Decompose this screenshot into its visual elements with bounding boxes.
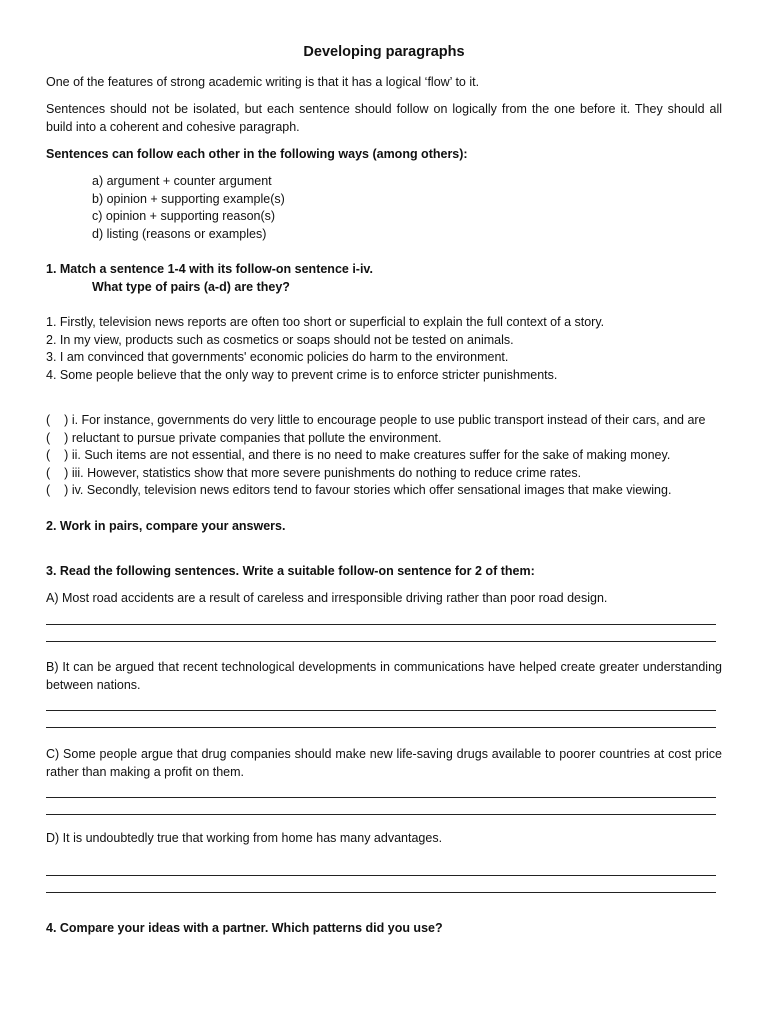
paren-open: ( (46, 430, 51, 445)
answer-line[interactable] (46, 814, 716, 815)
followon-text: ii. Such items are not essential, and there is no need to make creatures suffer for the sake of making money. (71, 448, 671, 462)
answer-line[interactable] (46, 797, 716, 798)
followon-sentences (46, 412, 706, 500)
prompt-a: A) Most road accidents are a result of careless and irresponsible driving rather than poor road design. (46, 591, 608, 605)
followon-row (46, 447, 706, 465)
paren-close: ) (64, 465, 69, 480)
question-1-subheading: What type of pairs (a-d) are they? (92, 280, 290, 294)
paren-close: ) (64, 448, 69, 462)
intro-paragraph-2: Sentences should not be isolated, but each sentence should follow on logically from the one before it. They should all build into a coherent and cohesive paragraph. (46, 102, 722, 134)
followon-row (46, 430, 706, 448)
paren-open: ( (46, 465, 51, 480)
question-4-heading: 4. Compare your ideas with a partner. Which patterns did you use? (46, 921, 443, 935)
ways-item: b) opinion + supporting example(s) (92, 191, 285, 206)
ways-item: a) argument + counter argument (92, 174, 272, 188)
followon-row (46, 482, 706, 500)
question-3-heading: 3. Read the following sentences. Write a suitable follow-on sentence for 2 of them: (46, 564, 535, 578)
answer-line[interactable] (46, 624, 716, 625)
answer-line[interactable] (46, 710, 716, 711)
ways-item: d) listing (reasons or examples) (92, 226, 267, 241)
numbered-sentences (46, 314, 604, 384)
followon-row (46, 412, 706, 430)
followon-text: i. For instance, governments do very little to encourage people to use public transport instead of their cars, and are (71, 413, 706, 427)
paren-open: ( (46, 448, 51, 462)
paren-open: ( (46, 483, 51, 497)
question-2-heading: 2. Work in pairs, compare your answers. (46, 519, 286, 533)
paren-close: ) (64, 430, 69, 445)
prompt-d: D) It is undoubtedly true that working from home has many advantages. (46, 831, 443, 845)
prompt-b: B) It can be argued that recent technological developments in communications have helped create greater understanding between nations. (46, 660, 722, 692)
prompt-c: C) Some people argue that drug companies should make new life-saving drugs available to poorer countries at cost price rather than making a profit on them. (46, 747, 722, 779)
followon-text: reluctant to pursue private companies that pollute the environment. (71, 430, 442, 445)
ways-heading: Sentences can follow each other in the following ways (among others): (46, 147, 468, 161)
paren-open: ( (46, 413, 51, 427)
followon-row (46, 465, 706, 483)
answer-line[interactable] (46, 641, 716, 642)
ways-list (92, 173, 285, 243)
numbered-sentence: 4. Some people believe that the only way to prevent crime is to enforce stricter punishments. (46, 367, 558, 382)
paren-close: ) (64, 483, 69, 497)
page-title: Developing paragraphs (303, 44, 465, 60)
intro-paragraph-1: One of the features of strong academic writing is that it has a logical ‘flow’ to it. (46, 75, 480, 89)
answer-line[interactable] (46, 892, 716, 893)
ways-item: c) opinion + supporting reason(s) (92, 209, 276, 223)
numbered-sentence: 1. Firstly, television news reports are often too short or superficial to explain the full context of a story. (46, 315, 605, 329)
question-1-heading: 1. Match a sentence 1-4 with its follow-on sentence i-iv. (46, 262, 373, 276)
followon-text: iv. Secondly, television news editors tend to favour stories which offer sensational images that make viewing. (71, 483, 672, 497)
paren-close: ) (64, 413, 69, 427)
numbered-sentence: 3. I am convinced that governments' economic policies do harm to the environment. (46, 350, 509, 364)
followon-text: iii. However, statistics show that more severe punishments do nothing to reduce crime rates. (71, 465, 582, 480)
numbered-sentence: 2. In my view, products such as cosmetics or soaps should not be tested on animals. (46, 332, 514, 347)
answer-line[interactable] (46, 727, 716, 728)
answer-line[interactable] (46, 875, 716, 876)
